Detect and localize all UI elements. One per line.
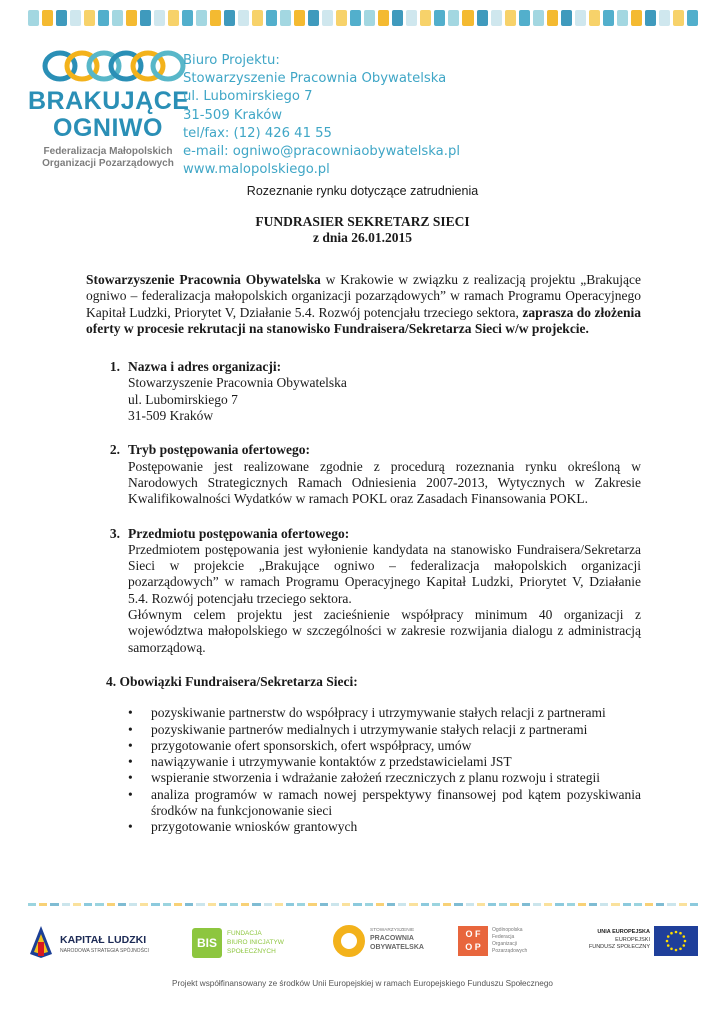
stripe-segment	[406, 10, 417, 26]
rule-segment	[275, 903, 283, 906]
eu-star	[679, 947, 682, 950]
stripe-segment	[462, 10, 473, 26]
ofop-logo	[458, 924, 568, 962]
intro-paragraph	[86, 272, 641, 337]
logo-subtitle-line2: Organizacji Pozarządowych	[42, 158, 174, 169]
duty-text: pozyskiwanie partnerów medialnych i utrzymywanie stałych relacji z partnerami	[151, 721, 588, 737]
ue-line3: FUNDUSZ SPOŁECZNY	[588, 944, 650, 950]
logo-title-line1: BRAKUJĄCE	[28, 87, 190, 115]
intro-text: w Krakowie w związku z realizacją projektu „Brakujące ogniwo – federalizacja małopolskich organizacji pozarządowych” w ramach Programu Operacyjnego Kapitał Ludzki, Priorytet V, Działanie 5.4. Rozwój potencjału trzeciego sektora,	[86, 272, 641, 320]
rule-segment	[522, 903, 530, 906]
bullet-icon: •	[128, 737, 133, 753]
ofop-line3: Organizacji	[492, 941, 518, 947]
stripe-segment	[434, 10, 445, 26]
contact-block	[183, 52, 513, 179]
rule-segment	[129, 903, 137, 906]
rule-segment	[544, 903, 552, 906]
eu-star	[684, 940, 687, 943]
rule-segment	[84, 903, 92, 906]
section-4-title: 4. Obowiązki Fundraisera/Sekretarza Sieci:	[106, 673, 358, 689]
document-title-position: FUNDRASIER SEKRETARZ SIECI	[255, 214, 470, 229]
rule-segment	[286, 903, 294, 906]
section-1-number: 1.	[109, 359, 120, 375]
rule-segment	[432, 903, 440, 906]
duty-text: pozyskiwanie partnerstw do współpracy i utrzymywanie stałych relacji z partnerami	[151, 705, 606, 721]
stripe-segment	[84, 10, 95, 26]
stripe-segment	[140, 10, 151, 26]
stripe-segment	[266, 10, 277, 26]
rule-segment	[667, 903, 675, 906]
stripe-segment	[252, 10, 263, 26]
bullet-icon: •	[128, 721, 133, 737]
rule-segment	[342, 903, 350, 906]
ue-line2: EUROPEJSKI	[615, 937, 650, 943]
footer-color-rule	[28, 903, 698, 906]
rule-segment	[151, 903, 159, 906]
list-item	[128, 705, 641, 721]
ofop-line1: Ogólnopolska	[492, 927, 523, 933]
duty-text: przygotowanie wniosków grantowych	[151, 819, 358, 835]
document-title-date: z dnia 26.01.2015	[312, 230, 412, 245]
stripe-segment	[673, 10, 684, 26]
rule-segment	[297, 903, 305, 906]
eu-star	[667, 944, 670, 947]
stripe-segment	[154, 10, 165, 26]
section-3	[86, 526, 641, 656]
section-3-text-1: Przedmiotem postępowania jest wyłonienie kandydata na stanowisko Fundraisera/Sekretarza Sieci w projekcie „Brakujące ogniwo – federalizacja małopolskich organizacji pozarządowych” w ramach Programu Operacyjnego Kapitał Ludzki, Priorytet V, Działanie 5.4. Rozwój potencjału trzeciego sektora.	[128, 541, 641, 606]
stripe-segment	[575, 10, 586, 26]
rule-segment	[623, 903, 631, 906]
contact-street: ul. Lubomirskiego 7	[183, 89, 313, 105]
stripe-segment	[238, 10, 249, 26]
contact-email[interactable]: e-mail: ogniwo@pracowniaobywatelska.pl	[183, 144, 460, 160]
section-2-heading	[86, 442, 641, 458]
list-item	[128, 819, 641, 835]
eu-star	[667, 935, 670, 938]
brakujace-ogniwo-logo-rings	[40, 46, 190, 86]
rule-segment	[107, 903, 115, 906]
bullet-icon: •	[128, 754, 133, 770]
logo-title	[28, 88, 188, 142]
eu-star	[670, 947, 673, 950]
rule-segment	[196, 903, 204, 906]
stripe-segment	[210, 10, 221, 26]
rule-segment	[645, 903, 653, 906]
eu-star	[670, 932, 673, 935]
stripe-segment	[378, 10, 389, 26]
rule-segment	[409, 903, 417, 906]
stripe-segment	[561, 10, 572, 26]
rule-segment	[39, 903, 47, 906]
pracownia-obywatelska-logo	[332, 922, 442, 962]
stripe-segment	[603, 10, 614, 26]
section-1-title: Nazwa i adres organizacji:	[128, 359, 282, 375]
rule-segment	[252, 903, 260, 906]
stripe-segment	[98, 10, 109, 26]
eu-star	[675, 931, 678, 934]
rule-segment	[95, 903, 103, 906]
contact-heading: Biuro Projektu:	[183, 53, 280, 68]
contact-phone: tel/fax: (12) 426 41 55	[183, 125, 332, 141]
eu-star	[666, 940, 669, 943]
rule-segment	[454, 903, 462, 906]
rule-segment	[208, 903, 216, 906]
stripe-segment	[308, 10, 319, 26]
list-item	[128, 738, 641, 754]
stripe-segment	[477, 10, 488, 26]
eu-star	[675, 949, 678, 952]
funding-note: Projekt współfinansowany ze środków Unii Europejskiej w ramach Europejskiego Funduszu Społecznego	[172, 979, 553, 988]
bullet-icon: •	[128, 786, 133, 802]
ofop-mark-line2: O P	[465, 942, 481, 952]
duty-text: przygotowanie ofert sponsorskich, ofert współpracy, umów	[151, 737, 472, 753]
stripe-segment	[533, 10, 544, 26]
rule-segment	[578, 903, 586, 906]
rule-segment	[600, 903, 608, 906]
rule-segment	[387, 903, 395, 906]
rule-segment	[589, 903, 597, 906]
document-title	[0, 214, 725, 246]
bullet-icon: •	[128, 770, 133, 786]
stripe-segment	[505, 10, 516, 26]
section-2-number: 2.	[109, 442, 120, 458]
list-item	[128, 770, 641, 786]
stripe-segment	[364, 10, 375, 26]
stripe-segment	[294, 10, 305, 26]
footer-logos	[28, 918, 698, 968]
kapital-ludzki-title: KAPITAŁ LUDZKI	[60, 934, 147, 946]
rule-segment	[50, 903, 58, 906]
rule-segment	[466, 903, 474, 906]
kapital-ludzki-emblem-icon	[28, 924, 54, 960]
rule-segment	[62, 903, 70, 906]
intro-invitation: zaprasza do złożenia oferty w procesie rekrutacji na stanowisko Fundraisera/Sekretarza Sieci w/w projekcie.	[86, 304, 641, 336]
eu-star	[682, 935, 685, 938]
kapital-ludzki-subtitle: NARODOWA STRATEGIA SPÓJNOŚCI	[60, 948, 149, 954]
rule-segment	[376, 903, 384, 906]
section-1-body	[86, 375, 641, 424]
stripe-segment	[631, 10, 642, 26]
stripe-segment	[617, 10, 628, 26]
stripe-segment	[336, 10, 347, 26]
logo-title-line2: OGNIWO	[53, 114, 163, 142]
section-1-heading	[86, 359, 641, 375]
stripe-segment	[112, 10, 123, 26]
list-item	[128, 754, 641, 770]
logo-subtitle	[28, 146, 188, 170]
ofop-line2: Federacja	[492, 934, 515, 940]
org-name: Stowarzyszenie Pracownia Obywatelska	[128, 375, 347, 391]
pracownia-ring-icon	[332, 924, 366, 958]
rule-segment	[140, 903, 148, 906]
stripe-segment	[687, 10, 698, 26]
duties-list	[128, 705, 641, 835]
stripe-segment	[42, 10, 53, 26]
contact-website[interactable]: www.malopolskiego.pl	[183, 162, 330, 178]
rule-segment	[656, 903, 664, 906]
stripe-segment	[322, 10, 333, 26]
section-2-text: Postępowanie jest realizowane zgodnie z procedurą rozeznania rynku określoną w Narodowych Strategicznych Ramach Odniesienia 2007-2013, Wytycznych w Zakresie Kwalifikowalności Wydatków w ramach POKL oraz Zasadach Finansowania POKL.	[128, 458, 641, 507]
stripe-segment	[491, 10, 502, 26]
list-item	[128, 722, 641, 738]
document-type: Rozeznanie rynku dotyczące zatrudnienia	[246, 184, 479, 198]
duty-text: analiza programów w ramach nowej perspektywy finansowej pod kątem pozyskiwania środków na funkcjonowanie sieci	[151, 786, 641, 819]
pracownia-line3: OBYWATELSKA	[370, 944, 424, 951]
bis-logo	[192, 926, 292, 962]
section-1	[86, 359, 641, 424]
pracownia-line1: STOWARZYSZENIE	[370, 928, 415, 933]
rule-segment	[443, 903, 451, 906]
intro-organization: Stowarzyszenie Pracownia Obywatelska	[86, 272, 321, 287]
logo-subtitle-line1: Federalizacja Małopolskich	[43, 146, 173, 157]
rule-segment	[73, 903, 81, 906]
rule-segment	[174, 903, 182, 906]
section-3-number: 3.	[109, 525, 120, 541]
stripe-segment	[182, 10, 193, 26]
rule-segment	[308, 903, 316, 906]
stripe-segment	[280, 10, 291, 26]
rule-segment	[118, 903, 126, 906]
rule-segment	[398, 903, 406, 906]
rule-segment	[634, 903, 642, 906]
rule-segment	[28, 903, 36, 906]
rule-segment	[353, 903, 361, 906]
stripe-segment	[589, 10, 600, 26]
rule-segment	[510, 903, 518, 906]
pracownia-line2: PRACOWNIA	[370, 935, 414, 942]
duty-text: nawiązywanie i utrzymywanie kontaktów z przedstawicielami JST	[151, 754, 512, 770]
bullet-icon: •	[128, 819, 133, 835]
rule-segment	[533, 903, 541, 906]
stripe-segment	[659, 10, 670, 26]
duty-text: wspieranie stworzenia i wdrażanie założeń rzeczniczych z planu rozwoju i strategii	[151, 770, 601, 786]
stripe-segment	[56, 10, 67, 26]
section-3-heading	[86, 526, 641, 542]
stripe-segment	[547, 10, 558, 26]
stripe-segment	[645, 10, 656, 26]
stripe-segment	[519, 10, 530, 26]
bis-line1: FUNDACJA	[227, 930, 262, 937]
bullet-icon: •	[128, 705, 133, 721]
stripe-segment	[70, 10, 81, 26]
rule-segment	[679, 903, 687, 906]
stripe-segment	[420, 10, 431, 26]
stripe-segment	[392, 10, 403, 26]
rule-segment	[185, 903, 193, 906]
rule-segment	[264, 903, 272, 906]
org-city: 31-509 Kraków	[128, 408, 214, 424]
eu-star	[679, 932, 682, 935]
bis-line3: SPOŁECZNYCH	[227, 948, 276, 955]
stripe-segment	[168, 10, 179, 26]
rule-segment	[690, 903, 698, 906]
rule-segment	[241, 903, 249, 906]
rule-segment	[320, 903, 328, 906]
stripe-segment	[28, 10, 39, 26]
document-body	[86, 272, 641, 836]
rule-segment	[499, 903, 507, 906]
section-2	[86, 442, 641, 507]
eu-star	[682, 944, 685, 947]
stripe-segment	[448, 10, 459, 26]
rule-segment	[567, 903, 575, 906]
section-3-title: Przedmiotu postępowania ofertowego:	[128, 525, 350, 541]
stripe-segment	[196, 10, 207, 26]
stripe-segment	[350, 10, 361, 26]
bis-line2: BIURO INICJATYW	[227, 939, 284, 946]
ofop-mark-line1: O F	[465, 929, 481, 939]
contact-city: 31-509 Kraków	[183, 107, 283, 123]
rule-segment	[230, 903, 238, 906]
rule-segment	[365, 903, 373, 906]
list-item	[128, 787, 641, 820]
stripe-segment	[224, 10, 235, 26]
rule-segment	[488, 903, 496, 906]
ue-line1: UNIA EUROPEJSKA	[597, 929, 650, 935]
contact-organization: Stowarzyszenie Pracownia Obywatelska	[183, 71, 447, 87]
rule-segment	[421, 903, 429, 906]
rule-segment	[163, 903, 171, 906]
rule-segment	[555, 903, 563, 906]
section-2-title: Tryb postępowania ofertowego:	[128, 442, 310, 458]
kapital-ludzki-logo	[28, 924, 158, 964]
eu-flag-icon	[654, 926, 698, 956]
org-street: ul. Lubomirskiego 7	[128, 391, 238, 407]
unia-europejska-logo	[568, 926, 698, 962]
rule-segment	[477, 903, 485, 906]
rule-segment	[219, 903, 227, 906]
top-color-stripe	[28, 10, 698, 26]
section-3-text-2: Głównym celem projektu jest zacieśnienie współpracy minimum 40 organizacji z województwa małopolskiego w szczególności w zakresie rozwijania dialogu z administracją samorządową.	[128, 607, 641, 655]
rule-segment	[331, 903, 339, 906]
stripe-segment	[126, 10, 137, 26]
ofop-mark	[458, 926, 488, 956]
rule-segment	[611, 903, 619, 906]
bis-mark: BIS	[192, 928, 222, 958]
ofop-line4: Pozarządowych	[492, 948, 528, 954]
